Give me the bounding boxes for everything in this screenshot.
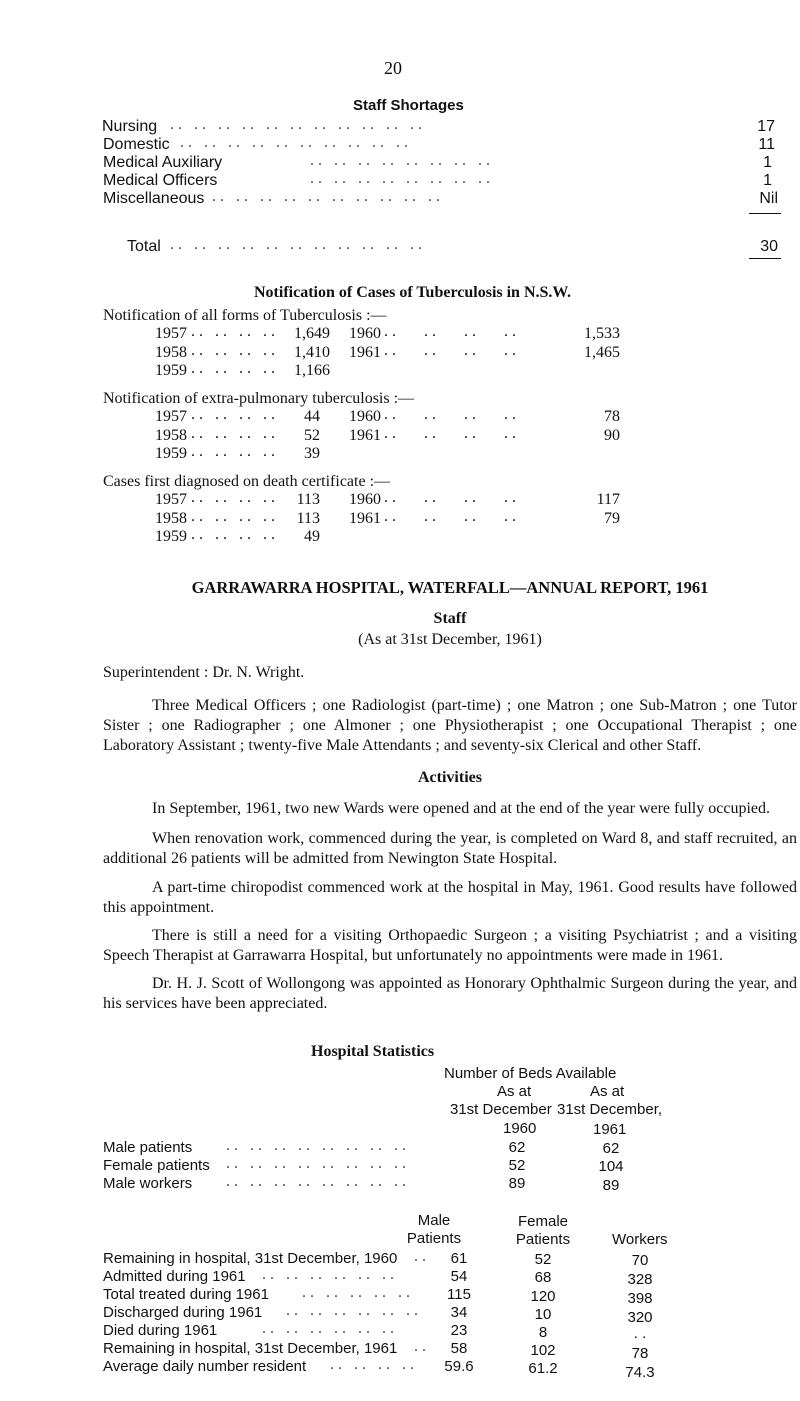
activities-paragraph: In September, 1961, two new Wards were opened and at the end of the year were fully occupied. [152, 800, 770, 817]
movement-label: Died during 1961 [103, 1322, 218, 1339]
tb-year: 1961 [349, 510, 381, 527]
tb-year: 1959 [155, 362, 187, 379]
total-rule-top [749, 213, 781, 214]
beds-label: Male patients [103, 1139, 193, 1156]
tb-year: 1957 [155, 408, 187, 425]
shortage-value: 1 [763, 154, 772, 171]
total-label: Total [127, 238, 161, 255]
movement-male: 34 [450, 1304, 468, 1321]
beds-label: Male workers [103, 1175, 193, 1192]
beds-as-at: As at [497, 1083, 532, 1100]
hospital-stats-title: Hospital Statistics [311, 1043, 435, 1060]
movement-label: Remaining in hospital, 31st December, 1961 [103, 1340, 398, 1357]
tb-value: 79 [604, 510, 620, 527]
movement-workers: 74.3 [625, 1364, 655, 1381]
tb-all-forms-label: Notification of all forms of Tuberculosis :— [103, 307, 387, 324]
tb-year: 1960 [349, 491, 381, 508]
beds-as-at: As at [590, 1083, 625, 1100]
movement-male: 58 [450, 1340, 468, 1357]
col-male: Patients [406, 1230, 462, 1247]
movement-label: Average daily number resident [103, 1358, 307, 1375]
beds-1960: 52 [508, 1157, 526, 1174]
tb-value: 49 [304, 528, 320, 545]
total-rule-bottom [749, 258, 781, 259]
tb-value: 52 [304, 427, 320, 444]
tb-value: 44 [304, 408, 320, 425]
shortage-value: 17 [757, 118, 775, 135]
col-workers: Workers [612, 1231, 668, 1248]
tb-year: 1958 [155, 344, 187, 361]
activities-paragraph: There is still a need for a visiting Orthopaedic Surgeon ; a visiting Psychiatrist ; and a visiting Speech Therapist at Garrawarra Hospital, but unfortunately no appointments were made in 1961. [103, 927, 797, 964]
tb-value: 113 [296, 491, 320, 508]
col-female: Female [517, 1213, 569, 1230]
tb-value: 1,166 [294, 362, 330, 379]
beds-date: 31st December [450, 1101, 552, 1118]
tb-value: 90 [604, 427, 620, 444]
tb-year: 1958 [155, 427, 187, 444]
movement-label: Discharged during 1961 [103, 1304, 263, 1321]
tb-year: 1959 [155, 445, 187, 462]
staff-shortages-title: Staff Shortages [353, 97, 464, 114]
staff-paragraph: Three Medical Officers ; one Radiologist (part-time) ; one Matron ; one Sub-Matron ; one Tutor Sister ; one Radiographer ; one Almoner ; one Physiotherapist ; one Occupational Therapist ; one Laboratory Assistant ; twenty-five Male Attendants ; and seventy-six Clerical and other Staff. [103, 697, 797, 754]
tb-death-label: Cases first diagnosed on death certificate :— [103, 473, 391, 490]
activities-paragraph: A part-time chiropodist commenced work at the hospital in May, 1961. Good results have followed this appointment. [103, 879, 797, 916]
tb-value: 117 [596, 491, 620, 508]
movement-workers: 398 [627, 1290, 653, 1307]
beds-year: 1960 [503, 1120, 537, 1137]
activities-paragraph: Dr. H. J. Scott of Wollongong was appointed as Honorary Ophthalmic Surgeon during the year, and his services have been appreciated. [103, 975, 797, 1012]
shortage-label: Medical Officers [103, 172, 218, 189]
movement-label: Admitted during 1961 [103, 1268, 246, 1285]
movement-female: 68 [534, 1269, 552, 1286]
beds-heading: Number of Beds Available [444, 1065, 617, 1082]
tb-value: 39 [304, 445, 320, 462]
beds-1961: 104 [598, 1158, 624, 1175]
beds-label: Female patients [103, 1157, 210, 1174]
tb-value: 1,533 [584, 325, 620, 342]
movement-female: 52 [534, 1251, 552, 1268]
movement-female: 8 [538, 1324, 548, 1341]
as-at-date: (As at 31st December, 1961) [358, 631, 542, 648]
movement-female: 61.2 [528, 1360, 558, 1377]
movement-female: 10 [534, 1306, 552, 1323]
shortage-value: 11 [758, 136, 775, 153]
movement-workers: . . [633, 1325, 647, 1342]
shortage-label: Medical Auxiliary [103, 154, 223, 171]
tb-value: 1,465 [584, 344, 620, 361]
report-title: GARRAWARRA HOSPITAL, WATERFALL—ANNUAL REPORT, 1961 [191, 578, 709, 597]
movement-female: 120 [530, 1288, 556, 1305]
movement-workers: 78 [631, 1345, 649, 1362]
beds-1960: 62 [508, 1139, 526, 1156]
movement-workers: 320 [627, 1309, 653, 1326]
activities-paragraph: When renovation work, commenced during the year, is completed on Ward 8, and staff recruited, an additional 26 patients will be admitted from Newington State Hospital. [103, 830, 797, 867]
tb-value: 1,410 [294, 344, 330, 361]
col-male: Male [417, 1212, 451, 1229]
movement-workers: 328 [627, 1271, 653, 1288]
tb-title: Notification of Cases of Tuberculosis in N.S.W. [254, 284, 571, 301]
beds-date: 31st December, [557, 1101, 663, 1118]
tb-year: 1961 [349, 427, 381, 444]
superintendent: Superintendent : Dr. N. Wright. [103, 664, 305, 681]
tb-extra-label: Notification of extra-pulmonary tuberculosis :— [103, 390, 415, 407]
page-number: 20 [384, 58, 402, 78]
staff-heading: Staff [433, 610, 467, 627]
total-value: 30 [760, 238, 778, 255]
beds-year: 1961 [593, 1121, 627, 1138]
shortage-value: Nil [759, 190, 778, 207]
movement-male: 115 [447, 1286, 471, 1303]
movement-male: 54 [450, 1268, 468, 1285]
movement-label: Total treated during 1961 [103, 1286, 269, 1303]
movement-male: 61 [450, 1250, 468, 1267]
beds-1960: 89 [508, 1175, 526, 1192]
tb-year: 1958 [155, 510, 187, 527]
movement-male: 59.6 [444, 1358, 474, 1375]
col-female: Patients [515, 1231, 571, 1248]
tb-value: 78 [604, 408, 620, 425]
tb-value: 113 [296, 510, 320, 527]
activities-heading: Activities [418, 769, 482, 786]
shortage-label: Domestic [103, 136, 170, 153]
movement-male: 23 [450, 1322, 468, 1339]
beds-1961: 62 [602, 1140, 620, 1157]
tb-year: 1960 [349, 325, 381, 342]
tb-year: 1961 [349, 344, 381, 361]
movement-female: 102 [530, 1342, 556, 1359]
tb-value: 1,649 [294, 325, 330, 342]
shortage-value: 1 [763, 172, 772, 189]
tb-year: 1959 [155, 528, 187, 545]
tb-year: 1957 [155, 325, 187, 342]
movement-workers: 70 [631, 1252, 649, 1269]
beds-1961: 89 [602, 1177, 620, 1194]
tb-year: 1957 [155, 491, 187, 508]
shortage-label: Nursing [102, 118, 158, 135]
movement-label: Remaining in hospital, 31st December, 1960 [103, 1250, 398, 1267]
tb-year: 1960 [349, 408, 381, 425]
shortage-label: Miscellaneous [103, 190, 205, 207]
